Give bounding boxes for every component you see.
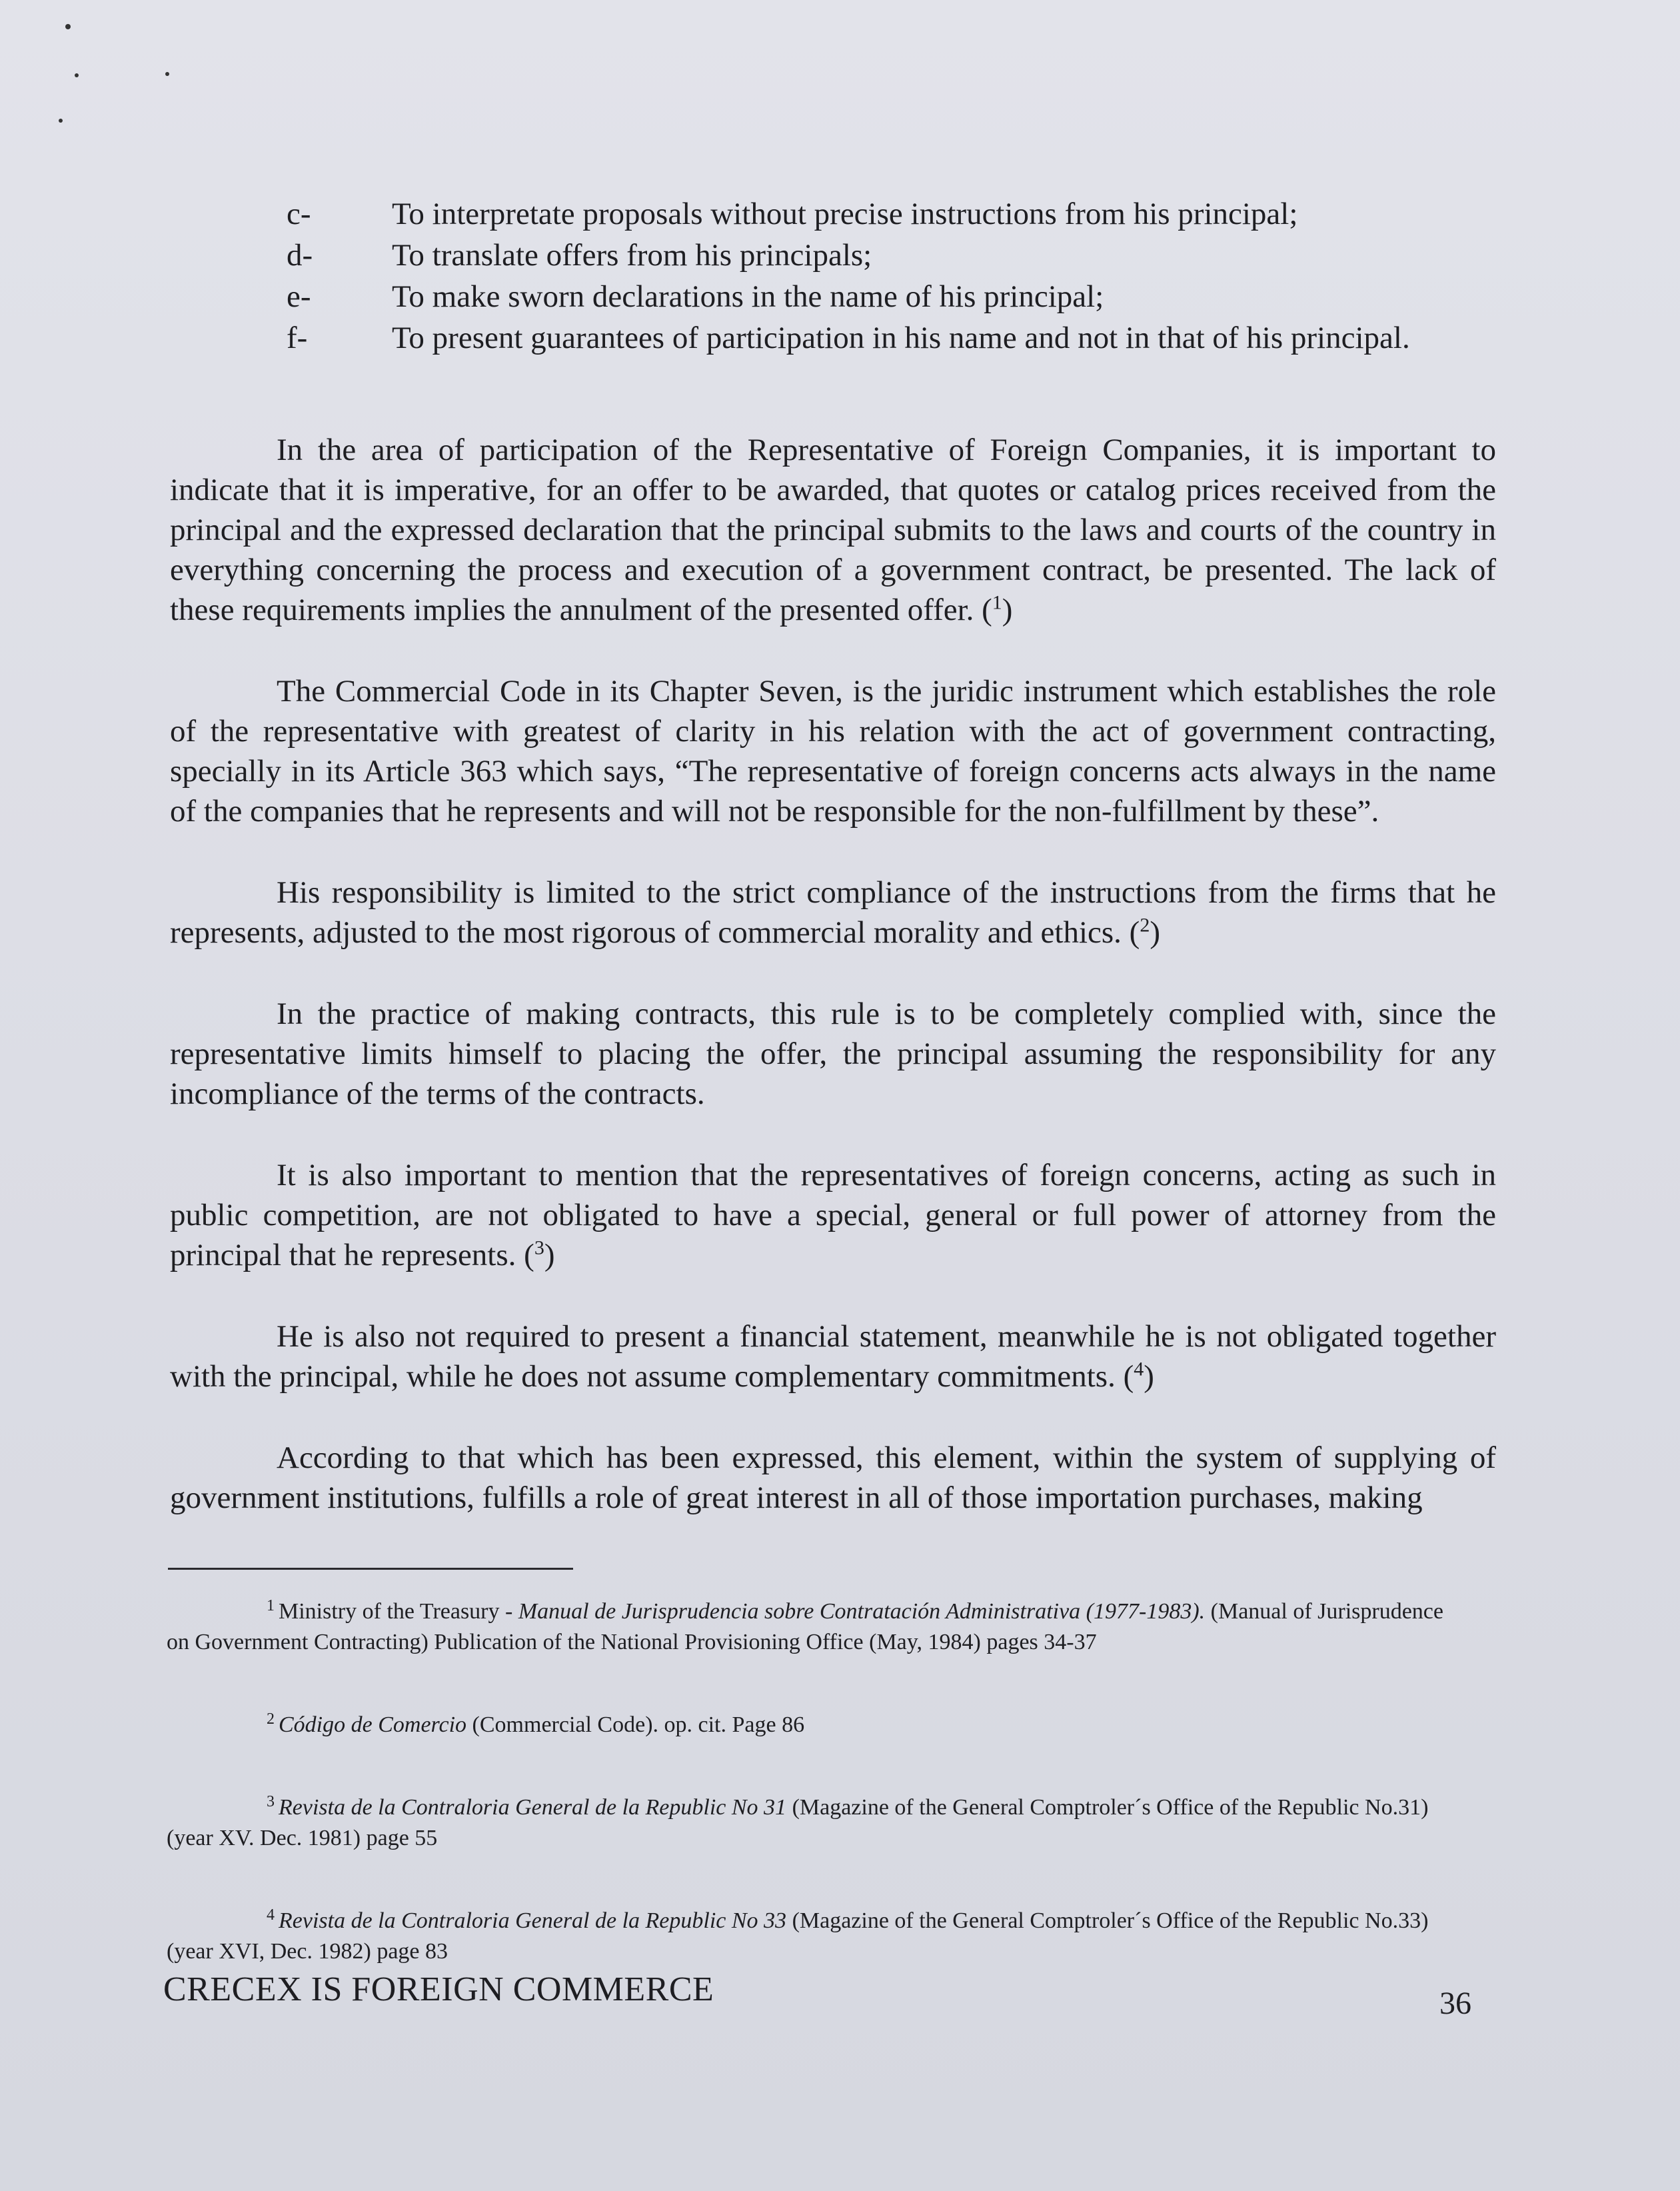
list-item	[287, 276, 1506, 317]
footnote: $^2$ Código de Comercio (Commercial Code). op. cit. Page 86	[267, 1710, 805, 1737]
footnote: $^3$ Revista de la Contraloria General de la Republic No 31 (Magazine of the General Comptroler´s Office of the Republic No.31) (year XV. Dec. 1981) page 55	[167, 1792, 1429, 1850]
paragraph: The Commercial Code in its Chapter Seven, is the juridic instrument which establishes the role of the representative with greatest of clarity in his relation with the act of government contracting, specially in its Article 363 which says, “The representative of foreign concerns acts always in the name of the companies that he represents and will not be responsible for the non-fulfillment by these”.	[170, 674, 1496, 829]
paragraph: According to that which has been expressed, this element, within the system of supplying of government institutions, fulfills a role of great interest in all of those importation purchases, making	[170, 1440, 1496, 1515]
scan-speck	[165, 72, 169, 76]
paragraph: It is also important to mention that the representatives of foreign concerns, acting as such in public competition, are not obligated to have a special, general or full power of attorney from the principal that he represents. ($^3$)	[170, 1158, 1496, 1272]
footer-title: CRECEX IS FOREIGN COMMERCE	[163, 1970, 714, 2008]
page-number: 36	[1439, 1986, 1471, 2021]
scan-speck	[75, 73, 79, 77]
footnote: $^4$ Revista de la Contraloria General de la Republic No 33 (Magazine of the General Comptroler´s Office of the Republic No.33) (year XVI, Dec. 1982) page 83	[167, 1906, 1429, 1964]
footnote-number: 1	[267, 1596, 275, 1614]
footnote-divider	[168, 1568, 573, 1570]
list-item	[287, 193, 1506, 235]
paragraph: His responsibility is limited to the strict compliance of the instructions from the firms that he represents, adjusted to the most rigorous of commercial morality and ethics. ($^2$)	[170, 875, 1496, 950]
scan-speck	[59, 119, 63, 123]
paragraph: In the practice of making contracts, this rule is to be completely complied with, since the representative limits himself to placing the offer, the principal assuming the responsibility for any incompliance of the terms of the contracts.	[170, 997, 1496, 1111]
footnote-reference: 1	[992, 591, 1002, 614]
list-item	[287, 235, 1506, 276]
footnote: $^1$ Ministry of the Treasury - Manual de Jurisprudencia sobre Contratación Administrativa (1977-1983). (Manual of Jurisprudence on Government Contracting) Publication of the National Provisioning Office (May, 1984) pages 34-37	[167, 1596, 1443, 1654]
footnotes	[167, 1596, 1466, 2019]
scan-speck	[65, 24, 71, 29]
list-item-text: To interpretate proposals without precise instructions from his principal;	[392, 197, 1298, 231]
list-item-text: To translate offers from his principals;	[392, 238, 872, 273]
list-marker: c-	[287, 197, 311, 231]
footnote-reference: 4	[1134, 1358, 1144, 1380]
footnote-number: 4	[267, 1906, 275, 1924]
list-marker: f-	[287, 321, 308, 355]
lettered-list	[287, 193, 1506, 359]
paragraph: In the area of participation of the Representative of Foreign Companies, it is important to indicate that it is imperative, for an offer to be awarded, that quotes or catalog prices received from the principal and the expressed declaration that the principal submits to the laws and courts of the country in everything concerning the process and execution of a government contract, be presented. The lack of these requirements implies the annulment of the presented offer. ($^1$)	[170, 433, 1496, 627]
footnote-reference: 2	[1140, 914, 1150, 937]
footnote-number: 2	[267, 1710, 275, 1728]
footnote-reference: 3	[534, 1236, 544, 1259]
list-item-text: To make sworn declarations in the name of his principal;	[392, 279, 1104, 314]
paragraph: He is also not required to present a financial statement, meanwhile he is not obligated together with the principal, while he does not assume complementary commitments. ($^4$)	[170, 1319, 1496, 1394]
body-text	[170, 430, 1496, 1559]
list-marker: e-	[287, 279, 311, 314]
list-marker: d-	[287, 238, 313, 273]
footnote-number: 3	[267, 1792, 275, 1810]
list-item-text: To present guarantees of participation in his name and not in that of his principal.	[392, 321, 1410, 355]
list-item	[287, 317, 1506, 359]
